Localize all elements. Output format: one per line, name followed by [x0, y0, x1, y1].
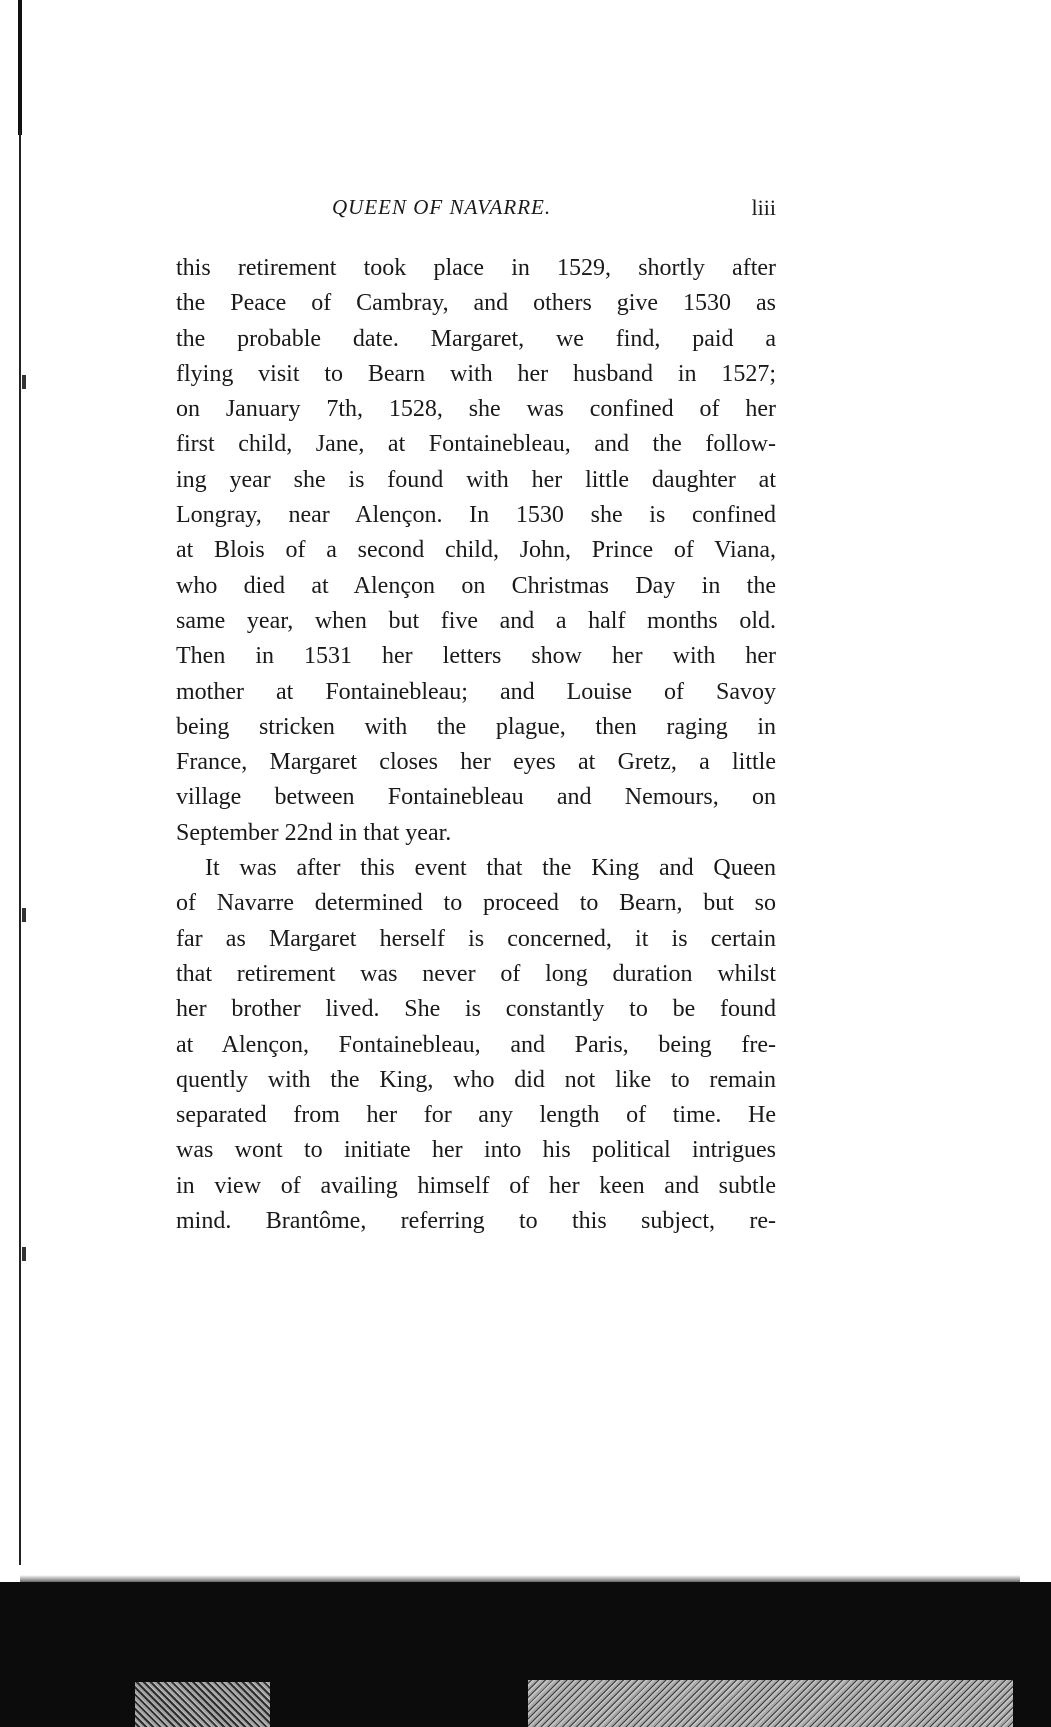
text-line: at Blois of a second child, John, Prince of Viana,	[176, 537, 776, 564]
text-line: on January 7th, 1528, she was confined of her	[176, 396, 776, 423]
scan-margin-mark	[22, 1247, 26, 1261]
scan-noise-left	[135, 1682, 270, 1727]
text-line: September 22nd in that year.	[176, 819, 452, 846]
page-header	[176, 195, 776, 229]
scan-margin-mark	[22, 375, 26, 389]
scan-margin-line	[19, 130, 21, 1565]
text-line: ing year she is found with her little daughter at	[176, 466, 776, 493]
text-line: same year, when but five and a half months old.	[176, 607, 776, 634]
text-line: village between Fontainebleau and Nemours, on	[176, 784, 776, 811]
text-line: who died at Alençon on Christmas Day in the	[176, 572, 776, 599]
text-line: was wont to initiate her into his political intrigues	[176, 1137, 776, 1164]
text-line: of Navarre determined to proceed to Bearn, but so	[176, 890, 776, 917]
paragraph	[176, 251, 776, 851]
text-line: France, Margaret closes her eyes at Gretz, a little	[176, 749, 776, 776]
text-line: Then in 1531 her letters show her with her	[176, 643, 776, 670]
text-line: being stricken with the plague, then raging in	[176, 713, 776, 740]
text-line: her brother lived. She is constantly to be found	[176, 996, 776, 1023]
text-line: the Peace of Cambray, and others give 1530 as	[176, 290, 776, 317]
text-line: this retirement took place in 1529, shortly after	[176, 255, 776, 281]
text-line: that retirement was never of long duration whilst	[176, 960, 776, 987]
text-line: mind. Brantôme, referring to this subject, re-	[176, 1208, 776, 1235]
text-line: at Alençon, Fontainebleau, and Paris, being fre-	[176, 1031, 776, 1058]
paragraph	[176, 851, 776, 1239]
text-line: in view of availing himself of her keen and subtle	[176, 1172, 776, 1199]
page-number: liii	[751, 195, 776, 220]
text-line: quently with the King, who did not like to remain	[176, 1066, 776, 1093]
text-line: the probable date. Margaret, we find, paid a	[176, 325, 776, 352]
text-line: mother at Fontainebleau; and Louise of Savoy	[176, 678, 776, 705]
scan-margin-bar	[18, 0, 22, 135]
scan-noise-right	[528, 1680, 1013, 1727]
text-line: It was after this event that the King and Queen	[205, 855, 776, 882]
text-line: first child, Jane, at Fontainebleau, and the follow-	[176, 431, 776, 458]
body-text	[176, 251, 776, 1239]
text-line: flying visit to Bearn with her husband in 1527;	[176, 360, 776, 387]
running-title: QUEEN OF NAVARRE.	[332, 195, 552, 219]
scan-margin-mark	[22, 908, 26, 922]
text-line: far as Margaret herself is concerned, it is certain	[176, 925, 776, 952]
text-line: separated from her for any length of time. He	[176, 1102, 776, 1129]
text-line: Longray, near Alençon. In 1530 she is confined	[176, 502, 776, 529]
